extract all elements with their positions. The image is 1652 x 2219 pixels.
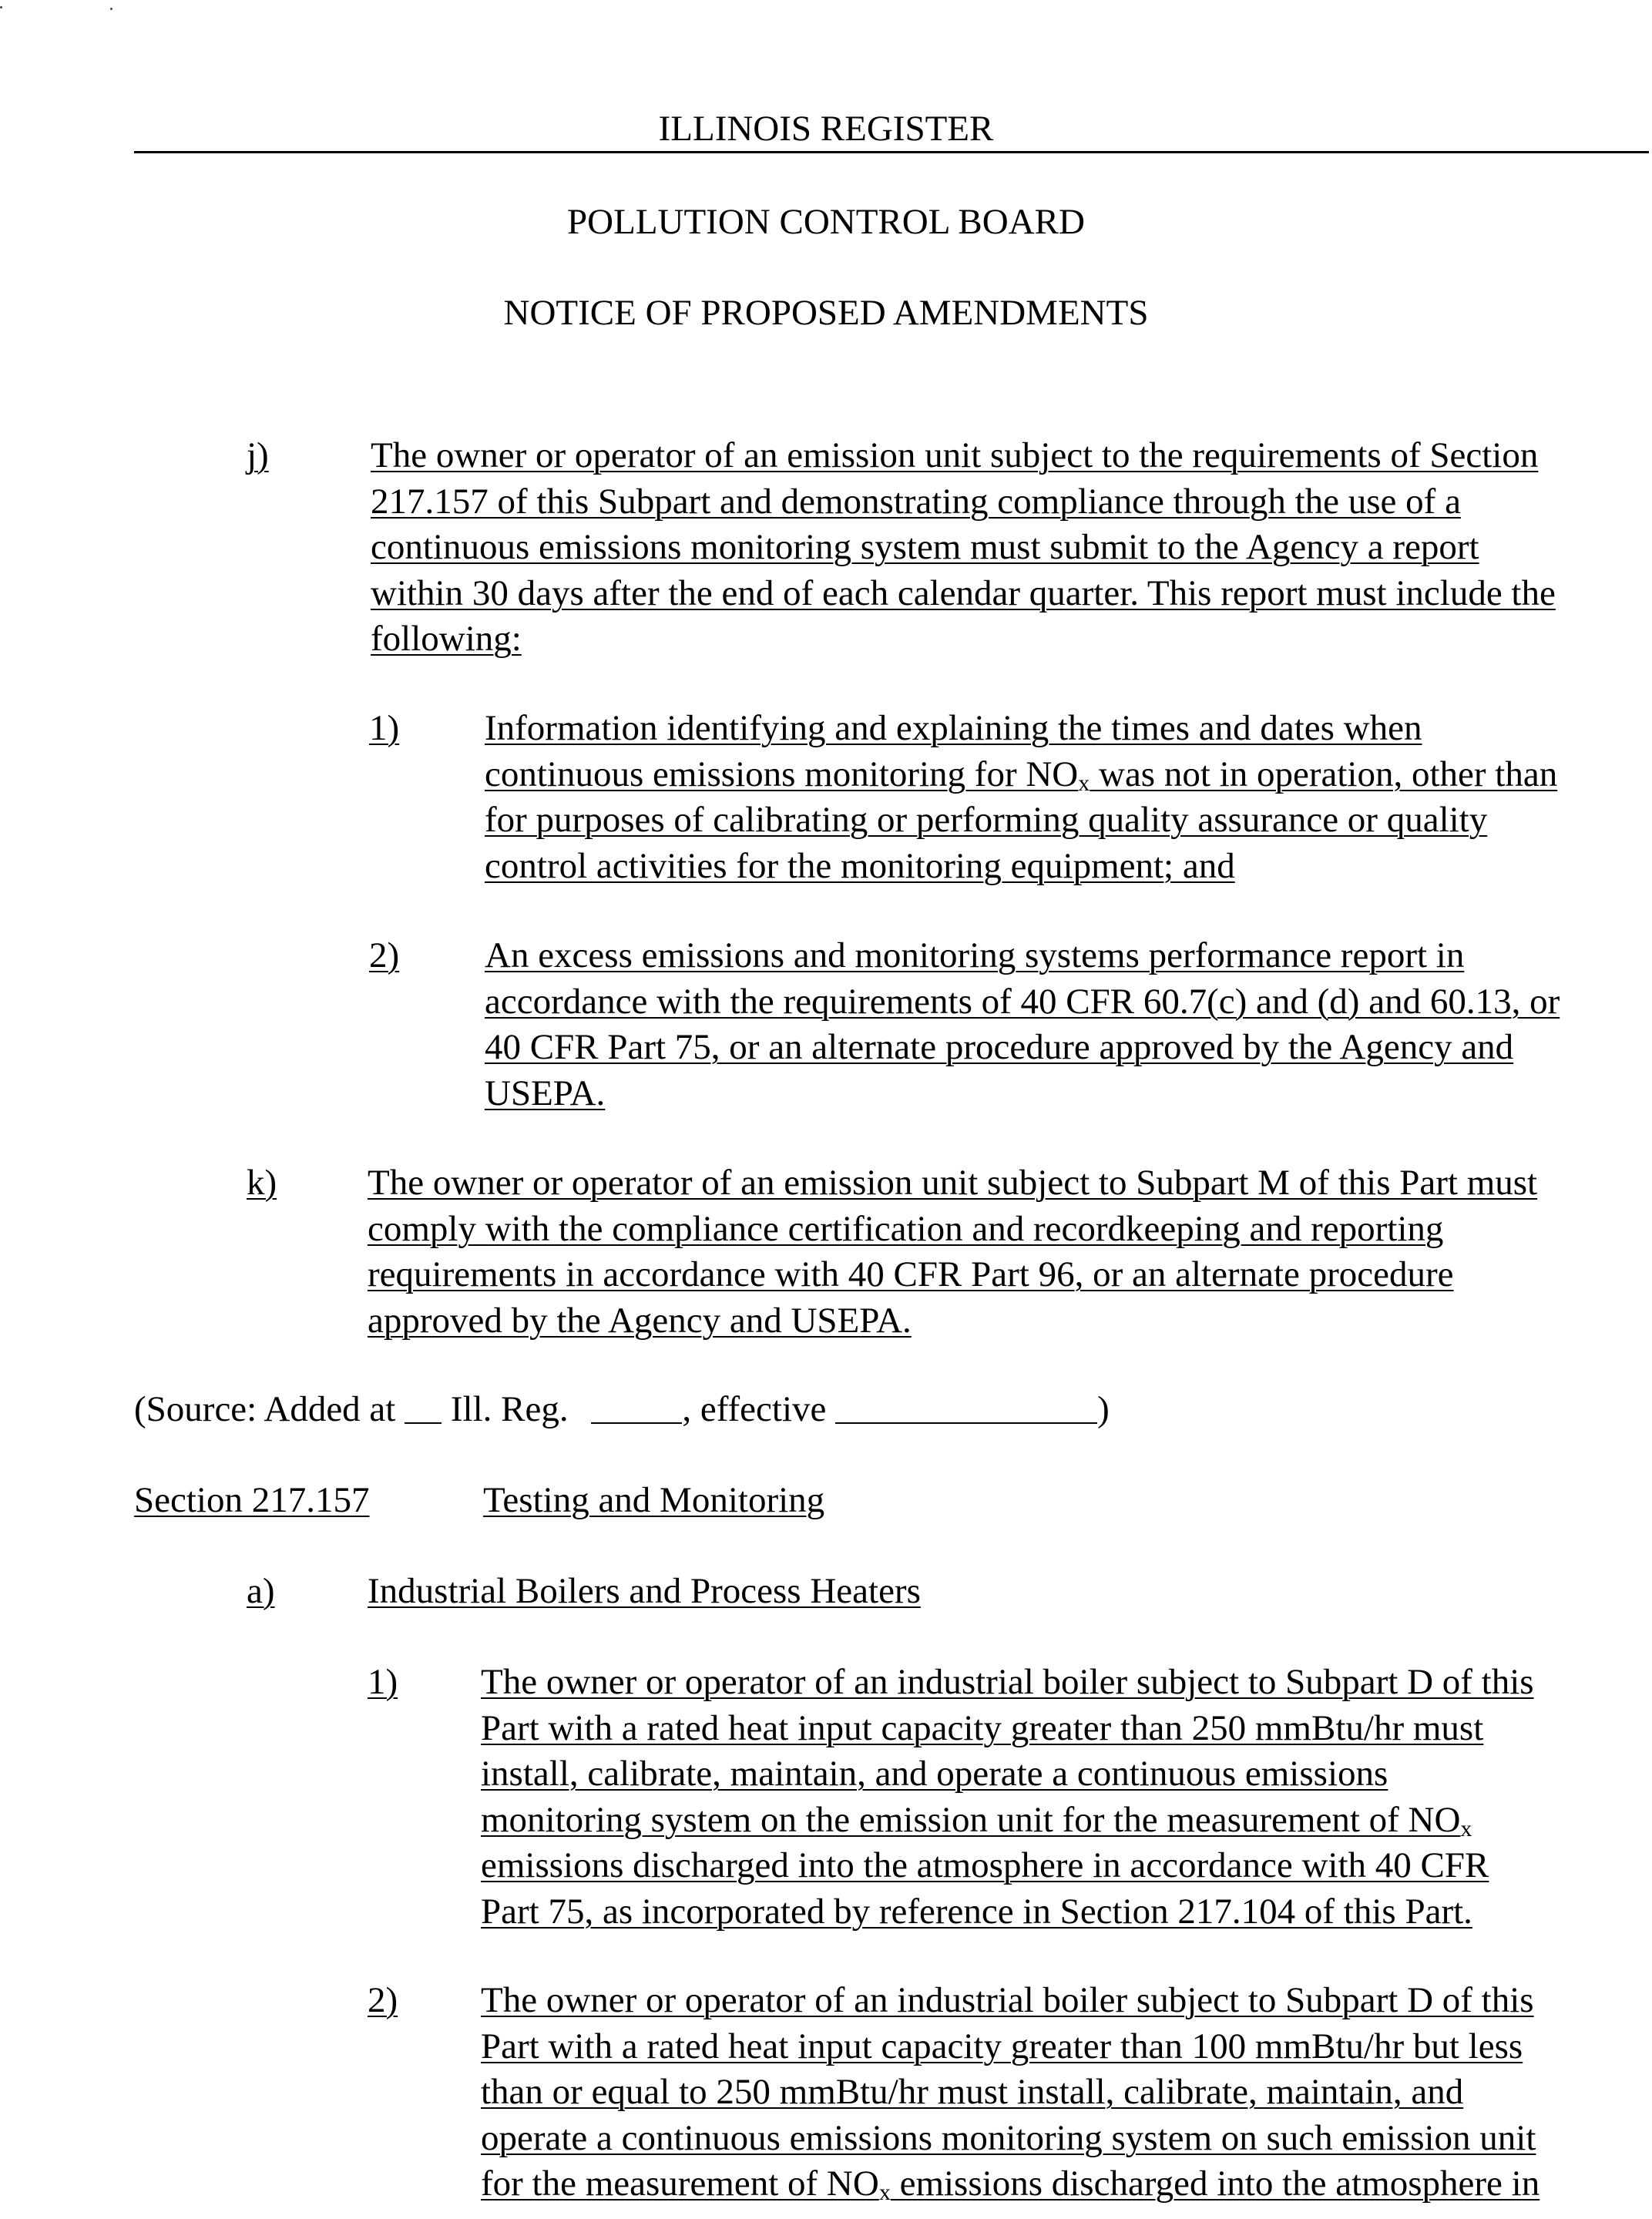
text-line	[481, 1798, 1534, 1844]
item-a1-text	[481, 1660, 1534, 1935]
text-line: within 30 days after the end of each calendar quarter. This report must include the	[371, 572, 1556, 613]
subscript: x	[1460, 1815, 1472, 1841]
source-text: (Source: Added at	[134, 1389, 396, 1429]
text-line: USEPA.	[485, 1073, 606, 1113]
item-a-label: a)	[247, 1571, 275, 1611]
text-segment: monitoring system on the emission unit for the measurement of NO	[481, 1799, 1461, 1840]
text-line: An excess emissions and monitoring systems performance report in	[485, 935, 1465, 975]
source-text: , effective	[682, 1389, 827, 1429]
text-segment: emissions discharged into the atmosphere in	[890, 2164, 1540, 2204]
text-line: install, calibrate, maintain, and operate a continuous emissions	[481, 1754, 1388, 1794]
item-j2-label: 2)	[369, 935, 400, 975]
source-text: Ill. Reg.	[450, 1389, 569, 1429]
text-line: 40 CFR Part 75, or an alternate procedure approved by the Agency and	[485, 1027, 1514, 1067]
text-line: Part with a rated heat input capacity greater than 100 mmBtu/hr but less	[481, 2026, 1523, 2066]
text-line: The owner or operator of an emission unit subject to the requirements of Section	[371, 435, 1539, 475]
text-line: comply with the compliance certification and recordkeeping and reporting	[368, 1208, 1444, 1249]
header-rule	[134, 151, 1649, 153]
text-line: than or equal to 250 mmBtu/hr must install, calibrate, maintain, and	[481, 2072, 1464, 2112]
text-segment: continuous emissions monitoring for NO	[485, 754, 1079, 794]
source-note	[134, 1387, 1110, 1433]
text-segment: for the measurement of NO	[481, 2164, 879, 2204]
text-line: The owner or operator of an industrial boiler subject to Subpart D of this	[481, 1662, 1534, 1702]
text-line: continuous emissions monitoring system must submit to the Agency a report	[371, 527, 1479, 567]
notice-title: NOTICE OF PROPOSED AMENDMENTS	[503, 293, 1149, 333]
text-line: emissions discharged into the atmosphere in accordance with 40 CFR	[481, 1845, 1489, 1885]
item-j-text	[371, 433, 1556, 663]
item-k-label: k)	[247, 1163, 277, 1203]
item-j1-text	[485, 706, 1557, 889]
item-a-title: Industrial Boilers and Process Heaters	[368, 1571, 921, 1611]
item-j2-text	[485, 933, 1560, 1116]
subscript: x	[878, 2180, 891, 2205]
item-k-text	[368, 1160, 1537, 1344]
text-line: requirements in accordance with 40 CFR Part 96, or an alternate procedure	[368, 1254, 1454, 1294]
section-title: Testing and Monitoring	[483, 1480, 825, 1520]
scan-speck	[0, 6, 2, 8]
text-line: following:	[371, 619, 522, 659]
text-line: Part 75, as incorporated by reference in Section 217.104 of this Part.	[481, 1891, 1472, 1932]
section-number: Section 217.157	[134, 1480, 370, 1520]
text-line: Part with a rated heat input capacity greater than 250 mmBtu/hr must	[481, 1707, 1484, 1748]
item-j-label: j)	[247, 435, 269, 475]
date-blank	[835, 1391, 1097, 1424]
board-title: POLLUTION CONTROL BOARD	[567, 202, 1085, 242]
text-line: The owner or operator of an industrial boiler subject to Subpart D of this	[481, 1980, 1534, 2020]
text-line: control activities for the monitoring equipment; and	[485, 845, 1235, 886]
text-line: for purposes of calibrating or performing quality assurance or quality	[485, 800, 1488, 840]
scan-speck	[110, 8, 112, 10]
text-line: operate a continuous emissions monitoring system on such emission unit	[481, 2117, 1536, 2158]
text-line	[485, 752, 1557, 798]
item-a1-label: 1)	[368, 1662, 398, 1702]
page-blank	[591, 1391, 682, 1424]
text-line: The owner or operator of an emission unit subject to Subpart M of this Part must	[368, 1163, 1538, 1203]
text-line	[481, 2161, 1540, 2207]
volume-blank	[405, 1391, 442, 1424]
text-line: Information identifying and explaining the times and dates when	[485, 708, 1422, 748]
source-text: )	[1097, 1389, 1110, 1429]
item-a2-label: 2)	[368, 1980, 398, 2020]
item-j1-label: 1)	[369, 708, 400, 748]
item-a2-text	[481, 1978, 1540, 2207]
text-line: 217.157 of this Subpart and demonstrating compliance through the use of a	[371, 481, 1461, 522]
register-title: ILLINOIS REGISTER	[658, 109, 994, 149]
text-line: accordance with the requirements of 40 CFR 60.7(c) and (d) and 60.13, or	[485, 981, 1560, 1022]
subscript: x	[1078, 770, 1090, 796]
text-line: approved by the Agency and USEPA.	[368, 1300, 912, 1341]
text-segment: was not in operation, other than	[1090, 754, 1558, 794]
